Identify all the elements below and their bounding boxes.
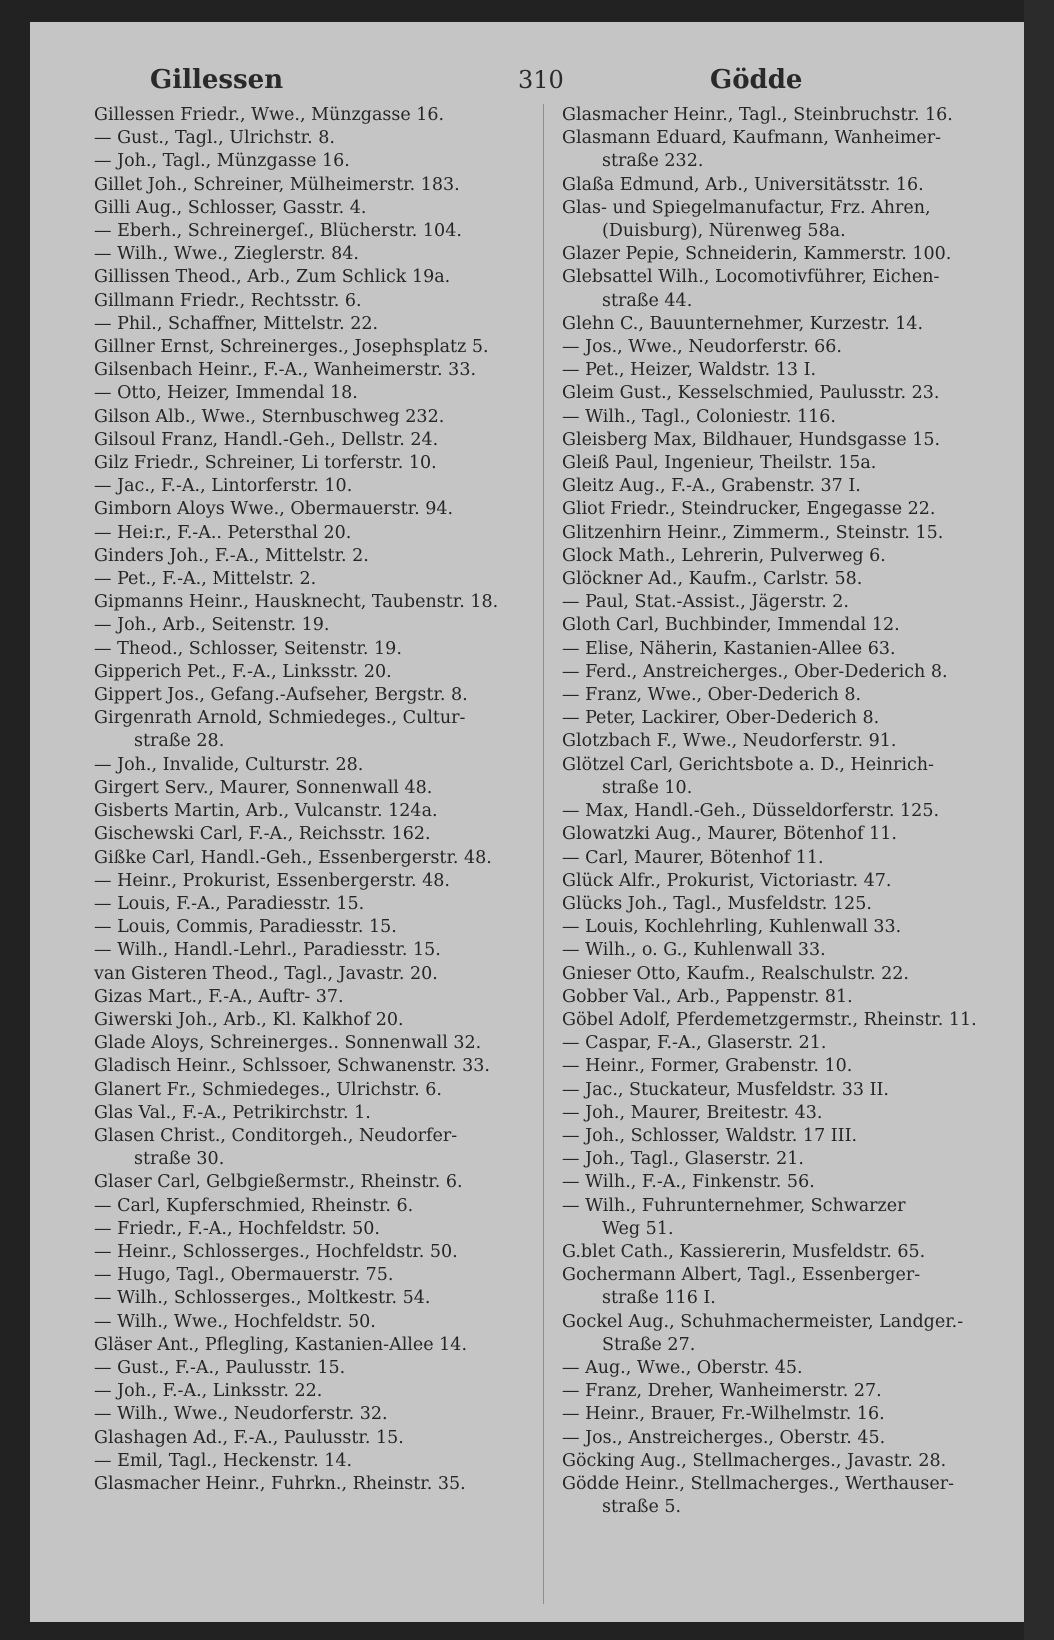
directory-entry-line: — Joh., F.-A., Linksstr. 22. bbox=[94, 1381, 323, 1402]
directory-entry-line: — Jac., Stuckateur, Musfeldstr. 33 II. bbox=[562, 1079, 889, 1100]
directory-entry-line: Gleitz Aug., F.-A., Grabenstr. 37 I. bbox=[562, 476, 861, 497]
directory-entry-line: — Hugo, Tagl., Obermauerstr. 75. bbox=[94, 1265, 394, 1286]
directory-entry-line: Glanert Fr., Schmiedeges., Ulrichstr. 6. bbox=[94, 1079, 442, 1100]
directory-entry-line: — Louis, Commis, Paradiesstr. 15. bbox=[94, 917, 397, 938]
directory-entry-line: Glasen Christ., Conditorgeh., Neudorfer- bbox=[94, 1125, 458, 1146]
directory-entry-line: — Joh., Invalide, Culturstr. 28. bbox=[94, 754, 364, 775]
directory-entry-line: Gobber Val., Arb., Pappenstr. 81. bbox=[562, 986, 853, 1007]
directory-entry-line: — Carl, Kupferschmied, Rheinstr. 6. bbox=[94, 1195, 414, 1216]
directory-entry-line: Gliot Friedr., Steindrucker, Engegasse 22. bbox=[562, 499, 936, 520]
directory-entry-line: Glowatzki Aug., Maurer, Bötenhof 11. bbox=[562, 824, 897, 845]
directory-entry-line: Göcking Aug., Stellmacherges., Javastr. 28. bbox=[562, 1450, 947, 1471]
directory-entry-line: Glöckner Ad., Kaufm., Carlstr. 58. bbox=[562, 569, 863, 590]
directory-entry-line: — Ferd., Anstreicherges., Ober-Dederich 8. bbox=[562, 661, 948, 682]
directory-entry-line: Gochermann Albert, Tagl., Essenberger- bbox=[562, 1265, 921, 1286]
directory-entry-line: Gilz Friedr., Schreiner, Li torferstr. 10. bbox=[94, 453, 437, 474]
directory-entry-line: Glotzbach F., Wwe., Neudorferstr. 91. bbox=[562, 731, 897, 752]
directory-entry-line: straße 44. bbox=[602, 290, 693, 311]
running-head-left: Gillessen bbox=[150, 65, 284, 95]
directory-entry-line: Glock Math., Lehrerin, Pulverweg 6. bbox=[562, 545, 886, 566]
directory-entry-line: — Phil., Schaffner, Mittelstr. 22. bbox=[94, 313, 379, 334]
directory-entry-line: — Wilh., F.-A., Finkenstr. 56. bbox=[562, 1172, 815, 1193]
directory-entry-line: van Gisteren Theod., Tagl., Javastr. 20. bbox=[94, 963, 438, 984]
directory-entry-line: — Caspar, F.-A., Glaserstr. 21. bbox=[562, 1033, 827, 1054]
directory-entry-line: Glötzel Carl, Gerichtsbote a. D., Heinrich- bbox=[562, 754, 934, 775]
directory-entry-line: Girgert Serv., Maurer, Sonnenwall 48. bbox=[94, 777, 433, 798]
directory-entry-line: Gladisch Heinr., Schlssoer, Schwanenstr. 33. bbox=[94, 1056, 490, 1077]
directory-entry-line: — Friedr., F.-A., Hochfeldstr. 50. bbox=[94, 1218, 380, 1239]
directory-entry-line: straße 232. bbox=[602, 151, 704, 172]
directory-entry-line: — Wilh., Wwe., Hochfeldstr. 50. bbox=[94, 1311, 376, 1332]
directory-entry-line: Glebsattel Wilh., Locomotivführer, Eichen- bbox=[562, 267, 940, 288]
directory-entry-line: Gippert Jos., Gefang.-Aufseher, Bergstr. 8. bbox=[94, 685, 468, 706]
directory-entry-line: — Jos., Wwe., Neudorferstr. 66. bbox=[562, 337, 842, 358]
directory-entry-line: — Jac., F.-A., Lintorferstr. 10. bbox=[94, 476, 353, 497]
directory-entry-line: Glashagen Ad., F.-A., Paulusstr. 15. bbox=[94, 1427, 404, 1448]
directory-entry-line: Glasmacher Heinr., Tagl., Steinbruchstr. 16. bbox=[562, 105, 953, 125]
directory-entry-line: Gödde Heinr., Stellmacherges., Werthauser- bbox=[562, 1473, 954, 1494]
directory-entry-line: — Wilh., o. G., Kuhlenwall 33. bbox=[562, 940, 826, 961]
directory-page bbox=[30, 22, 1024, 1622]
directory-entry-line: Gockel Aug., Schuhmachermeister, Landger.- bbox=[562, 1311, 964, 1332]
directory-entry-line: straße 5. bbox=[602, 1497, 682, 1518]
directory-entry-line: straße 28. bbox=[134, 731, 225, 752]
directory-entry-line: — Emil, Tagl., Heckenstr. 14. bbox=[94, 1450, 353, 1471]
directory-entry-line: — Gust., F.-A., Paulusstr. 15. bbox=[94, 1357, 346, 1378]
directory-entry-line: Glaser Carl, Gelbgießermstr., Rheinstr. 6. bbox=[94, 1172, 463, 1193]
directory-entry-line: — Heinr., Former, Grabenstr. 10. bbox=[562, 1056, 853, 1077]
directory-entry-line: — Elise, Näherin, Kastanien-Allee 63. bbox=[562, 638, 896, 659]
directory-entry-line: — Louis, F.-A., Paradiesstr. 15. bbox=[94, 893, 365, 914]
directory-entry-line: — Wilh., Schlosserges., Moltkestr. 54. bbox=[94, 1288, 431, 1309]
directory-entry-line: — Joh., Tagl., Münzgasse 16. bbox=[94, 151, 350, 172]
directory-entry-line: Gißke Carl, Handl.-Geh., Essenbergerstr. 48. bbox=[94, 847, 492, 868]
directory-entry-line: — Peter, Lackirer, Ober-Dederich 8. bbox=[562, 708, 880, 729]
directory-entry-line: Göbel Adolf, Pferdemetzgermstr., Rheinstr. 11. bbox=[562, 1009, 977, 1030]
directory-entry-line: Gisberts Martin, Arb., Vulcanstr. 124a. bbox=[94, 801, 438, 822]
directory-entry-line: Gimborn Aloys Wwe., Obermauerstr. 94. bbox=[94, 499, 454, 520]
directory-entry-line: Gleisberg Max, Bildhauer, Hundsgasse 15. bbox=[562, 429, 941, 450]
directory-entry-line: Gilsoul Franz, Handl.-Geh., Dellstr. 24. bbox=[94, 429, 439, 450]
directory-entry-line: straße 10. bbox=[602, 777, 693, 798]
directory-entry-line: — Joh., Maurer, Breitestr. 43. bbox=[562, 1102, 823, 1123]
directory-entry-line: Gillissen Theod., Arb., Zum Schlick 19a. bbox=[94, 267, 451, 288]
directory-entry-line: Gilson Alb., Wwe., Sternbuschweg 232. bbox=[94, 406, 445, 427]
directory-entry-line: — Wilh., Wwe., Zieglerstr. 84. bbox=[94, 244, 359, 265]
directory-entry-line: Gillessen Friedr., Wwe., Münzgasse 16. bbox=[94, 105, 445, 125]
directory-entry-line: — Carl, Maurer, Bötenhof 11. bbox=[562, 847, 824, 868]
directory-entry-line: Glazer Pepie, Schneiderin, Kammerstr. 100. bbox=[562, 244, 952, 265]
directory-entry-line: Girgenrath Arnold, Schmiedeges., Cultur- bbox=[94, 708, 466, 729]
directory-entry-line: — Aug., Wwe., Oberstr. 45. bbox=[562, 1357, 803, 1378]
directory-entry-line: — Joh., Schlosser, Waldstr. 17 III. bbox=[562, 1125, 858, 1146]
column-divider bbox=[543, 104, 544, 1604]
directory-entry-line: Glück Alfr., Prokurist, Victoriastr. 47. bbox=[562, 870, 892, 891]
directory-entry-line: Ginders Joh., F.-A., Mittelstr. 2. bbox=[94, 545, 369, 566]
scan-edge bbox=[1024, 0, 1054, 1640]
directory-entry-line: Gillmann Friedr., Rechtsstr. 6. bbox=[94, 290, 362, 311]
directory-entry-line: Giwerski Joh., Arb., Kl. Kalkhof 20. bbox=[94, 1009, 404, 1030]
directory-entry-line: straße 116 I. bbox=[602, 1288, 716, 1309]
directory-entry-line: — Heinr., Prokurist, Essenbergerstr. 48. bbox=[94, 870, 450, 891]
directory-entry-line: Weg 51. bbox=[602, 1218, 674, 1239]
directory-entry-line: — Wilh., Wwe., Neudorferstr. 32. bbox=[94, 1404, 388, 1425]
left-column bbox=[94, 104, 534, 1496]
directory-entry-line: — Joh., Arb., Seitenstr. 19. bbox=[94, 615, 330, 636]
directory-entry-line: — Franz, Dreher, Wanheimerstr. 27. bbox=[562, 1381, 882, 1402]
directory-entry-line: Gilsenbach Heinr., F.-A., Wanheimerstr. 33. bbox=[94, 360, 477, 381]
directory-entry-line: — Jos., Anstreicherges., Oberstr. 45. bbox=[562, 1427, 886, 1448]
directory-entry-line: (Duisburg), Nürenweg 58a. bbox=[602, 221, 846, 242]
directory-entry-line: Glas- und Spiegelmanufactur, Frz. Ahren, bbox=[562, 197, 931, 218]
directory-entry-line: Gipmanns Heinr., Hausknecht, Taubenstr. 18. bbox=[94, 592, 499, 613]
directory-entry-line: — Eberh., Schreinergeſ., Blücherstr. 104. bbox=[94, 221, 462, 242]
directory-entry-line: Gleim Gust., Kesselschmied, Paulusstr. 23. bbox=[562, 383, 940, 404]
page-number: 310 bbox=[518, 66, 564, 94]
directory-entry-line: Glasmacher Heinr., Fuhrkn., Rheinstr. 35. bbox=[94, 1473, 466, 1494]
directory-entry-line: — Otto, Heizer, Immendal 18. bbox=[94, 383, 358, 404]
directory-entry-line: — Theod., Schlosser, Seitenstr. 19. bbox=[94, 638, 402, 659]
directory-entry-line: Gillet Joh., Schreiner, Mülheimerstr. 183. bbox=[94, 174, 460, 195]
directory-entry-line: Gnieser Otto, Kaufm., Realschulstr. 22. bbox=[562, 963, 909, 984]
directory-entry-line: Gipperich Pet., F.-A., Linksstr. 20. bbox=[94, 661, 392, 682]
right-column bbox=[562, 104, 992, 1519]
directory-entry-line: — Gust., Tagl., Ulrichstr. 8. bbox=[94, 128, 335, 149]
directory-entry-line: Glaßa Edmund, Arb., Universitätsstr. 16. bbox=[562, 174, 924, 195]
directory-entry-line: G.blet Cath., Kassiererin, Musfeldstr. 65. bbox=[562, 1241, 926, 1262]
directory-entry-line: Straße 27. bbox=[602, 1334, 696, 1355]
directory-entry-line: — Joh., Tagl., Glaserstr. 21. bbox=[562, 1149, 804, 1170]
directory-entry-line: — Heinr., Schlosserges., Hochfeldstr. 50. bbox=[94, 1241, 458, 1262]
directory-entry-line: — Pet., F.-A., Mittelstr. 2. bbox=[94, 569, 317, 590]
directory-entry-line: Glas Val., F.-A., Petrikirchstr. 1. bbox=[94, 1102, 371, 1123]
directory-entry-line: — Paul, Stat.-Assist., Jägerstr. 2. bbox=[562, 592, 849, 613]
directory-entry-line: Glasmann Eduard, Kaufmann, Wanheimer- bbox=[562, 128, 942, 149]
directory-entry-line: — Pet., Heizer, Waldstr. 13 I. bbox=[562, 360, 817, 381]
directory-entry-line: — Wilh., Handl.-Lehrl., Paradiesstr. 15. bbox=[94, 940, 441, 961]
directory-entry-line: Gillner Ernst, Schreinerges., Josephsplatz 5. bbox=[94, 337, 489, 358]
directory-entry-line: Gläser Ant., Pflegling, Kastanien-Allee 14. bbox=[94, 1334, 468, 1355]
directory-entry-line: — Heinr., Brauer, Fr.-Wilhelmstr. 16. bbox=[562, 1404, 885, 1425]
running-head-right: Gödde bbox=[710, 65, 803, 95]
directory-entry-line: — Wilh., Tagl., Coloniestr. 116. bbox=[562, 406, 836, 427]
directory-entry-line: — Louis, Kochlehrling, Kuhlenwall 33. bbox=[562, 917, 902, 938]
directory-entry-line: Gizas Mart., F.-A., Auftr- 37. bbox=[94, 986, 344, 1007]
directory-entry-line: Glade Aloys, Schreinerges.. Sonnenwall 32. bbox=[94, 1033, 482, 1054]
directory-entry-line: straße 30. bbox=[134, 1149, 225, 1170]
directory-entry-line: Gilli Aug., Schlosser, Gasstr. 4. bbox=[94, 197, 367, 218]
directory-entry-line: Glücks Joh., Tagl., Musfeldstr. 125. bbox=[562, 893, 872, 914]
directory-entry-line: Gischewski Carl, F.-A., Reichsstr. 162. bbox=[94, 824, 431, 845]
directory-entry-line: Gloth Carl, Buchbinder, Immendal 12. bbox=[562, 615, 900, 636]
directory-entry-line: — Wilh., Fuhrunternehmer, Schwarzer bbox=[562, 1195, 906, 1216]
directory-entry-line: Gleiß Paul, Ingenieur, Theilstr. 15a. bbox=[562, 453, 877, 474]
directory-entry-line: Glitzenhirn Heinr., Zimmerm., Steinstr. 15. bbox=[562, 522, 944, 543]
directory-entry-line: — Max, Handl.-Geh., Düsseldorferstr. 125. bbox=[562, 801, 940, 822]
directory-entry-line: — Franz, Wwe., Ober-Dederich 8. bbox=[562, 685, 862, 706]
directory-entry-line: — Hei:r., F.-A.. Petersthal 20. bbox=[94, 522, 352, 543]
directory-entry-line: Glehn C., Bauunternehmer, Kurzestr. 14. bbox=[562, 313, 924, 334]
